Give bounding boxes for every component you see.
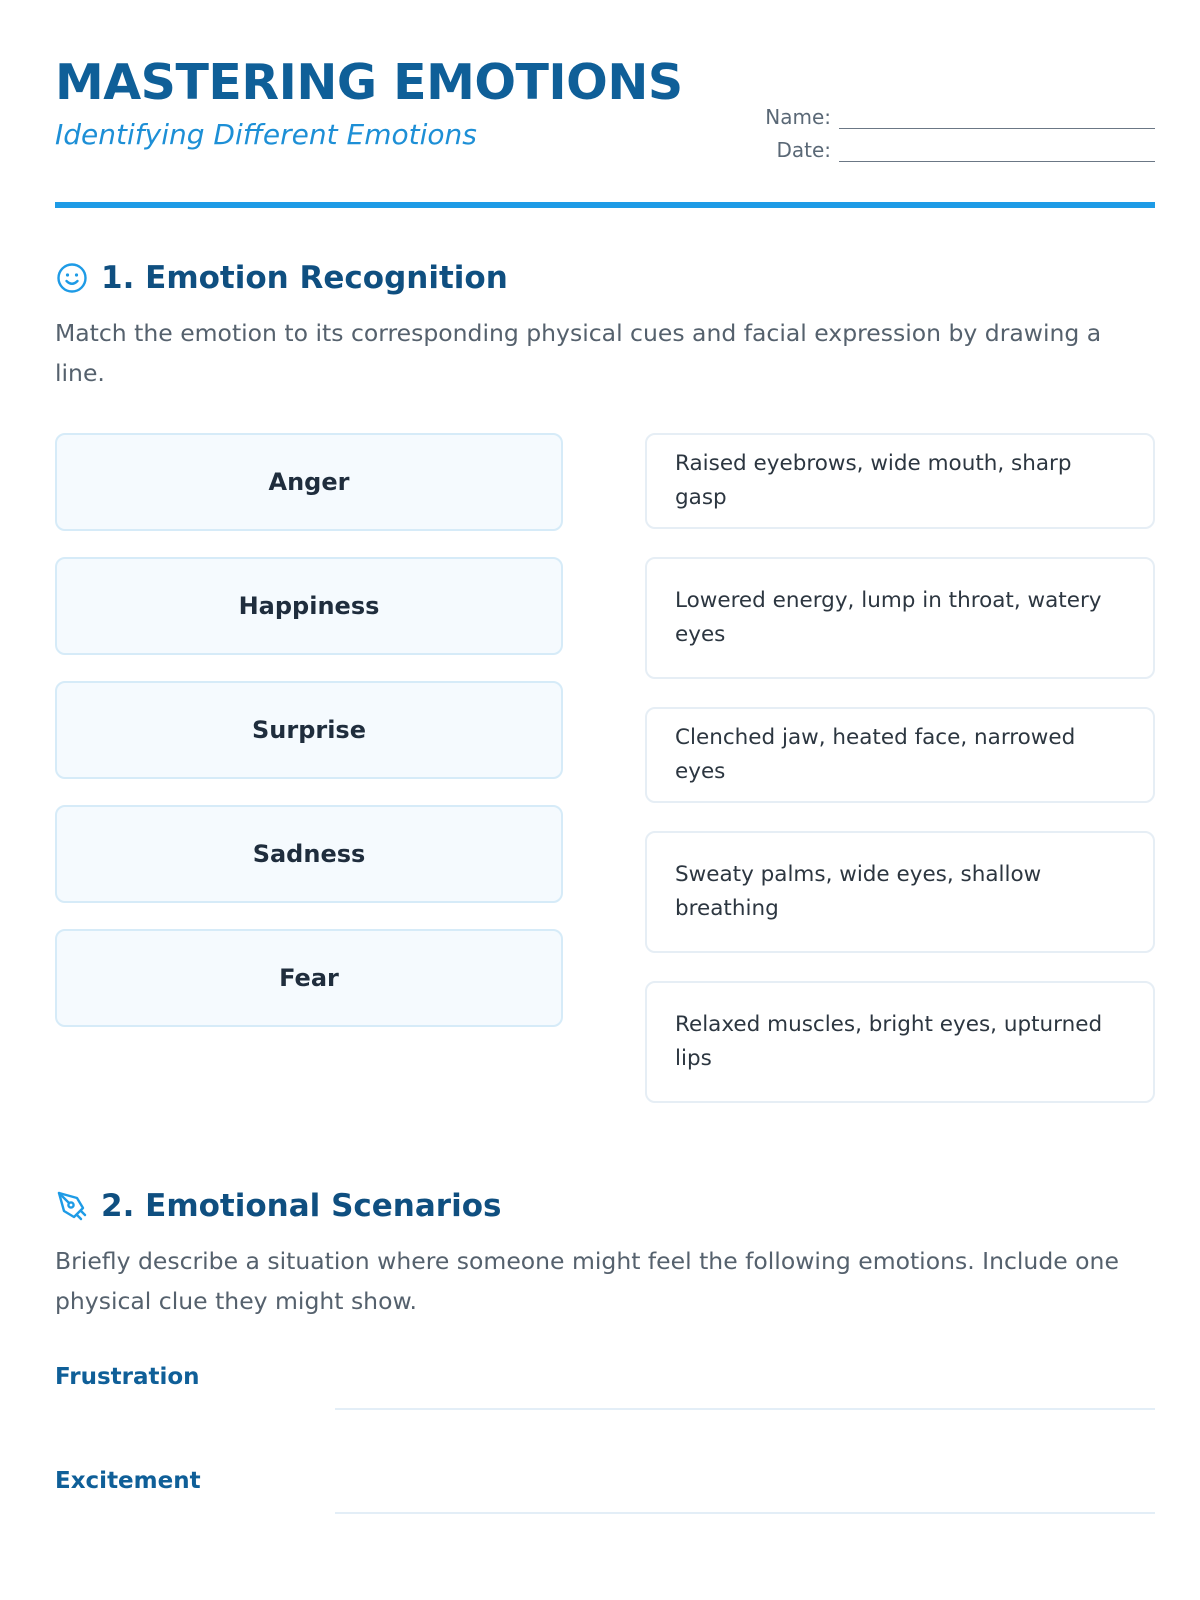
worksheet-title: MASTERING EMOTIONS — [55, 54, 683, 111]
emotion-box[interactable]: Fear — [55, 929, 563, 1027]
worksheet-header — [55, 50, 1155, 210]
section-title: 2. Emotional Scenarios — [101, 1188, 502, 1224]
worksheet-subtitle: Identifying Different Emotions — [55, 118, 477, 151]
cue-box[interactable]: Lowered energy, lump in throat, watery eyes — [645, 557, 1155, 679]
name-field[interactable] — [839, 107, 1155, 129]
scenario-label: Excitement — [55, 1468, 201, 1494]
cue-box[interactable]: Raised eyebrows, wide mouth, sharp gasp — [645, 433, 1155, 529]
emotion-box[interactable]: Anger — [55, 433, 563, 531]
scenario-answer-line[interactable] — [335, 1512, 1155, 1514]
section-emotion-recognition-heading — [55, 260, 508, 296]
cue-box[interactable]: Sweaty palms, wide eyes, shallow breathing — [645, 831, 1155, 953]
worksheet-page — [55, 0, 1155, 1600]
name-row — [755, 96, 1155, 129]
cue-box[interactable]: Clenched jaw, heated face, narrowed eyes — [645, 707, 1155, 803]
section-title: 1. Emotion Recognition — [101, 260, 508, 296]
date-field[interactable] — [839, 140, 1155, 162]
date-row — [755, 129, 1155, 162]
emotion-box[interactable]: Sadness — [55, 805, 563, 903]
section-emotional-scenarios-heading — [55, 1188, 501, 1224]
emotion-box[interactable]: Happiness — [55, 557, 563, 655]
scenario-label: Frustration — [55, 1364, 200, 1390]
smiley-face-icon — [55, 261, 89, 295]
name-label: Name: — [765, 105, 831, 129]
section2-instructions: Briefly describe a situation where someone might feel the following emotions. Include one physical clue they might show. — [55, 1247, 1119, 1315]
student-info — [755, 96, 1155, 162]
date-label: Date: — [776, 138, 831, 162]
cue-box[interactable]: Relaxed muscles, bright eyes, upturned lips — [645, 981, 1155, 1103]
header-divider — [55, 202, 1155, 208]
scenario-answer-line[interactable] — [335, 1408, 1155, 1410]
section1-instructions: Match the emotion to its corresponding physical cues and facial expression by drawing a line. — [55, 319, 1102, 387]
emotion-box[interactable]: Surprise — [55, 681, 563, 779]
pen-nib-icon — [55, 1189, 89, 1223]
